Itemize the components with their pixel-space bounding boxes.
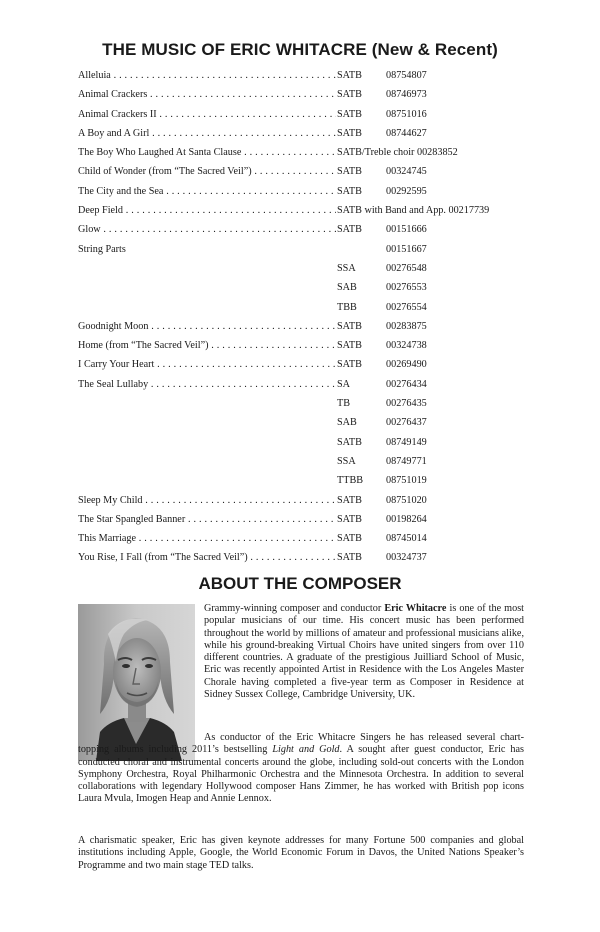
voicing-cell: TB: [337, 394, 352, 413]
title-cell: Glow . . .: [78, 220, 336, 239]
item-number-cell: 00276554: [386, 301, 427, 313]
item-number-cell: 00198264: [386, 513, 427, 525]
voicing-cell: SATB: [337, 85, 364, 104]
item-number-cell: 08749149: [386, 436, 427, 448]
voicing-cell: SATB: [337, 220, 364, 239]
catalog-row: [78, 433, 538, 452]
voicing-cell: SSA: [337, 452, 358, 471]
catalog-row: [78, 375, 538, 394]
item-number-cell: 00292595: [386, 185, 427, 197]
catalog-row: [78, 298, 538, 317]
item-number-cell: 00151666: [386, 224, 427, 236]
item-number-cell: 08751016: [386, 108, 427, 120]
voicing-cell: SA: [337, 375, 352, 394]
voicing-cell: SATB with Band and App. 00217739: [337, 201, 489, 220]
voicing-cell: SATB: [337, 433, 364, 452]
item-number-cell: 00324738: [386, 340, 427, 352]
item-number-cell: 08751020: [386, 494, 427, 506]
item-number-cell: 08751019: [386, 475, 427, 487]
voicing-cell: SATB: [337, 162, 364, 181]
catalog-row: [78, 355, 538, 374]
item-number-cell: 00324745: [386, 166, 427, 178]
item-number-cell: 00276553: [386, 282, 427, 294]
catalog-row: [78, 220, 538, 239]
voicing-cell: SATB: [337, 491, 364, 510]
catalog-row: [78, 240, 538, 259]
about-heading: ABOUT THE COMPOSER: [198, 574, 402, 593]
title-cell: Goodnight Moon . . .: [78, 317, 336, 336]
title-cell: Deep Field . . .: [78, 201, 336, 220]
voicing-cell: SATB: [337, 317, 364, 336]
item-number-cell: 08754807: [386, 70, 427, 81]
catalog-row: [78, 162, 538, 181]
catalog-row: [78, 105, 538, 124]
title-cell: Home (from “The Sacred Veil”) . . .: [78, 336, 336, 355]
catalog-row: [78, 394, 538, 413]
item-number-cell: 00324737: [386, 552, 427, 564]
catalog-row: [78, 413, 538, 432]
item-number-cell: 08744627: [386, 127, 427, 139]
item-number-cell: 00269490: [386, 359, 427, 371]
voicing-cell: SATB: [337, 105, 364, 124]
catalog-row: [78, 529, 538, 548]
title-cell: The City and the Sea . . .: [78, 182, 336, 201]
catalog-row: [78, 143, 538, 162]
catalog-row: [78, 452, 538, 471]
catalog-row: [78, 182, 538, 201]
item-number-cell: 00276437: [386, 417, 427, 429]
bio-paragraph-1: Grammy-winning composer and conductor Eric Whitacre is one of the most popular musicians of our time. His concert music has been performed throughout the world by millions of amateur and professional musicians alike, while his ground-breaking Virtual Choirs have united singers from over 110 different countries. A graduate of the prestigious Juilliard School of Music, Eric was recently appointed Artist in Residence with the Los Angeles Master Chorale having completed a five-year term as Composer in Residence at Sidney Sussex College, Cambridge University, UK.: [204, 603, 524, 701]
voicing-cell: SAB: [337, 413, 359, 432]
catalog-row: [78, 491, 538, 510]
voicing-cell: SATB: [337, 529, 364, 548]
voicing-cell: TTBB: [337, 471, 365, 490]
catalog-row: [78, 278, 538, 297]
title-cell: The Star Spangled Banner . . .: [78, 510, 336, 529]
voicing-cell: SATB: [337, 66, 364, 85]
title-cell: String Parts: [78, 243, 126, 255]
title-cell: The Seal Lullaby . . .: [78, 375, 336, 394]
voicing-cell: SATB: [337, 548, 364, 567]
title-cell: You Rise, I Fall (from “The Sacred Veil”) . . .: [78, 548, 336, 567]
title-cell: Child of Wonder (from “The Sacred Veil”) . . .: [78, 162, 336, 181]
catalog-row: [78, 336, 538, 355]
title-cell: Animal Crackers . . .: [78, 85, 336, 104]
voicing-cell: SSA: [337, 259, 358, 278]
voicing-cell: TBB: [337, 298, 359, 317]
catalog-list: [78, 66, 538, 568]
catalog-row: [78, 471, 538, 490]
catalog-row: [78, 201, 538, 220]
title-cell: Animal Crackers II . . .: [78, 105, 336, 124]
title-cell: I Carry Your Heart . . .: [78, 355, 336, 374]
catalog-row: [78, 510, 538, 529]
voicing-cell: SATB: [337, 124, 364, 143]
bio-paragraph-2: As conductor of the Eric Whitacre Singers he has released several chart-topping albums including 2011’s bestselling Light and Gold. A sought after guest conductor, Eric has conducted choral and instrumental concerts around the globe, including sold-out concerts with the London Symphony Orchestra, Royal Philharmonic Orchestra and the Minnesota Orchestra. In addition to several collaborations with legendary Hollywood composer Hans Zimmer, he has worked with British pop icons Laura Mvula, Imogen Heap and Annie Lennox.: [78, 732, 525, 805]
item-number-cell: 00151667: [386, 243, 427, 255]
catalog-row: [78, 548, 538, 567]
item-number-cell: 00276548: [386, 262, 427, 274]
catalog-row: [78, 85, 538, 104]
title-cell: The Boy Who Laughed At Santa Clause . . .: [78, 143, 336, 162]
catalog-row: [78, 259, 538, 278]
voicing-cell: SATB: [337, 182, 364, 201]
catalog-row: [78, 124, 538, 143]
title-cell: A Boy and A Girl . . .: [78, 124, 336, 143]
item-number-cell: 00276434: [386, 378, 427, 390]
catalog-row: [78, 317, 538, 336]
item-number-cell: 00283875: [386, 320, 427, 332]
title-cell: Sleep My Child . . .: [78, 491, 336, 510]
item-number-cell: 08746973: [386, 89, 427, 101]
item-number-cell: 08745014: [386, 533, 427, 545]
voicing-cell: SATB: [337, 510, 364, 529]
voicing-cell: SATB: [337, 336, 364, 355]
title-cell: Alleluia . . .: [78, 66, 336, 85]
bio-paragraph-3: A charismatic speaker, Eric has given keynote addresses for many Fortune 500 companies and global institutions including Apple, Google, the World Economic Forum in Davos, the United Nations Speaker’s Programme and two main stage TED talks.: [78, 835, 524, 871]
item-number-cell: 08749771: [386, 455, 427, 467]
page-title: THE MUSIC OF ERIC WHITACRE (New & Recent): [102, 40, 498, 59]
item-number-cell: 00276435: [386, 398, 427, 410]
catalog-row: [78, 66, 538, 85]
voicing-cell: SAB: [337, 278, 359, 297]
voicing-cell: SATB: [337, 355, 364, 374]
voicing-cell: SATB/Treble choir 00283852: [337, 143, 458, 162]
title-cell: This Marriage . . .: [78, 529, 336, 548]
